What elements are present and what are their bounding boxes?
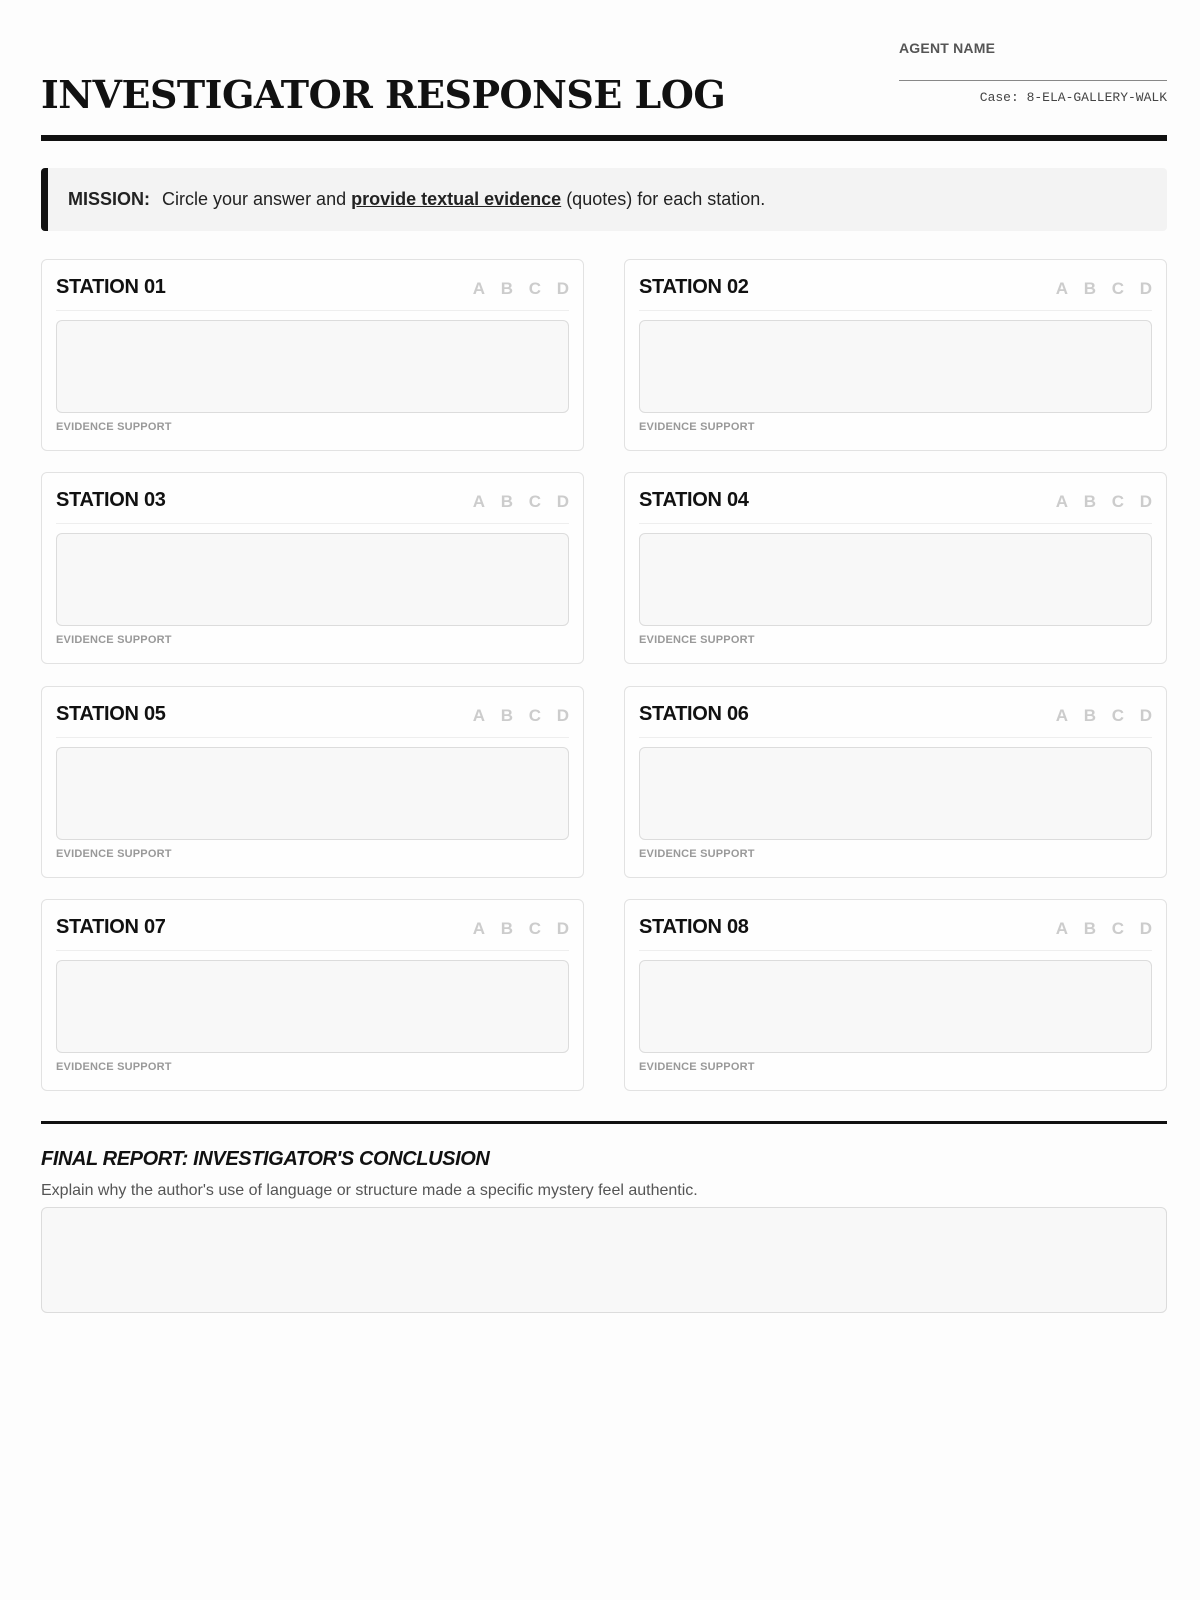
station-title: STATION 01 <box>56 276 166 298</box>
response-log-page <box>41 0 1167 1199</box>
station-header <box>639 687 1152 738</box>
mission-banner <box>41 168 1167 231</box>
answer-choice-a[interactable]: A <box>1055 279 1068 298</box>
final-divider <box>41 1121 1167 1124</box>
answer-choice-b[interactable]: B <box>500 492 513 511</box>
station-title: STATION 08 <box>639 916 749 938</box>
station-header <box>639 473 1152 524</box>
station-card <box>624 899 1167 1091</box>
station-card <box>41 259 584 451</box>
station-card <box>624 259 1167 451</box>
evidence-label: EVIDENCE SUPPORT <box>639 848 755 860</box>
evidence-label: EVIDENCE SUPPORT <box>639 1061 755 1073</box>
answer-choice-d[interactable]: D <box>556 279 569 298</box>
evidence-input-box[interactable] <box>639 960 1152 1053</box>
station-card <box>41 686 584 878</box>
station-card <box>624 686 1167 878</box>
answer-choices <box>1040 919 1152 939</box>
answer-choices <box>1040 279 1152 299</box>
evidence-input-box[interactable] <box>56 747 569 840</box>
station-card <box>41 899 584 1091</box>
answer-choice-b[interactable]: B <box>1083 492 1096 511</box>
answer-choice-c[interactable]: C <box>1111 492 1124 511</box>
answer-choice-a[interactable]: A <box>1055 706 1068 725</box>
answer-choice-c[interactable]: C <box>528 919 541 938</box>
agent-name-label: AGENT NAME <box>899 40 996 56</box>
answer-choice-d[interactable]: D <box>1139 919 1152 938</box>
station-header <box>56 687 569 738</box>
answer-choice-a[interactable]: A <box>472 706 485 725</box>
evidence-label: EVIDENCE SUPPORT <box>56 634 172 646</box>
evidence-input-box[interactable] <box>56 320 569 413</box>
station-title: STATION 04 <box>639 489 749 511</box>
answer-choice-d[interactable]: D <box>556 492 569 511</box>
answer-choice-d[interactable]: D <box>556 919 569 938</box>
answer-choice-d[interactable]: D <box>556 706 569 725</box>
final-report-prompt: Explain why the author's use of language or structure made a specific mystery feel authentic. <box>41 1182 698 1199</box>
answer-choice-c[interactable]: C <box>1111 706 1124 725</box>
station-header <box>56 900 569 951</box>
answer-choice-a[interactable]: A <box>472 492 485 511</box>
answer-choice-a[interactable]: A <box>472 919 485 938</box>
answer-choice-b[interactable]: B <box>1083 279 1096 298</box>
station-header <box>639 900 1152 951</box>
answer-choice-d[interactable]: D <box>1139 492 1152 511</box>
answer-choices <box>1040 706 1152 726</box>
evidence-label: EVIDENCE SUPPORT <box>639 634 755 646</box>
answer-choice-a[interactable]: A <box>472 279 485 298</box>
page-header <box>41 0 1167 141</box>
evidence-input-box[interactable] <box>639 747 1152 840</box>
agent-name-block <box>899 40 1167 105</box>
answer-choice-c[interactable]: C <box>528 492 541 511</box>
answer-choice-b[interactable]: B <box>1083 919 1096 938</box>
station-card <box>41 472 584 664</box>
evidence-input-box[interactable] <box>56 533 569 626</box>
answer-choice-b[interactable]: B <box>500 919 513 938</box>
answer-choices <box>457 706 569 726</box>
evidence-label: EVIDENCE SUPPORT <box>56 421 172 433</box>
mission-text-before: Circle your answer and <box>162 189 352 209</box>
answer-choices <box>457 492 569 512</box>
answer-choices <box>457 919 569 939</box>
answer-choice-c[interactable]: C <box>528 279 541 298</box>
station-title: STATION 06 <box>639 703 749 725</box>
station-header <box>56 260 569 311</box>
evidence-input-box[interactable] <box>56 960 569 1053</box>
answer-choice-b[interactable]: B <box>1083 706 1096 725</box>
agent-name-field[interactable] <box>899 80 1167 81</box>
station-card <box>624 472 1167 664</box>
answer-choice-d[interactable]: D <box>1139 706 1152 725</box>
answer-choice-a[interactable]: A <box>1055 919 1068 938</box>
station-title: STATION 07 <box>56 916 166 938</box>
station-header <box>639 260 1152 311</box>
mission-emphasis: provide textual evidence <box>351 189 562 209</box>
answer-choice-c[interactable]: C <box>1111 919 1124 938</box>
case-id: Case: 8-ELA-GALLERY-WALK <box>979 90 1167 105</box>
final-report-title: FINAL REPORT: INVESTIGATOR'S CONCLUSION <box>41 1148 490 1170</box>
evidence-label: EVIDENCE SUPPORT <box>639 421 755 433</box>
answer-choices <box>1040 492 1152 512</box>
answer-choice-d[interactable]: D <box>1139 279 1152 298</box>
station-title: STATION 02 <box>639 276 749 298</box>
page-title: INVESTIGATOR RESPONSE LOG <box>41 72 726 117</box>
evidence-input-box[interactable] <box>639 320 1152 413</box>
evidence-label: EVIDENCE SUPPORT <box>56 1061 172 1073</box>
answer-choices <box>457 279 569 299</box>
answer-choice-c[interactable]: C <box>1111 279 1124 298</box>
station-title: STATION 03 <box>56 489 166 511</box>
final-report-answer-box[interactable] <box>41 1207 1167 1313</box>
answer-choice-a[interactable]: A <box>1055 492 1068 511</box>
mission-label: MISSION: <box>68 189 151 209</box>
answer-choice-b[interactable]: B <box>500 706 513 725</box>
answer-choice-b[interactable]: B <box>500 279 513 298</box>
mission-text-after: (quotes) for each station. <box>561 189 766 209</box>
station-title: STATION 05 <box>56 703 166 725</box>
station-header <box>56 473 569 524</box>
evidence-label: EVIDENCE SUPPORT <box>56 848 172 860</box>
evidence-input-box[interactable] <box>639 533 1152 626</box>
answer-choice-c[interactable]: C <box>528 706 541 725</box>
